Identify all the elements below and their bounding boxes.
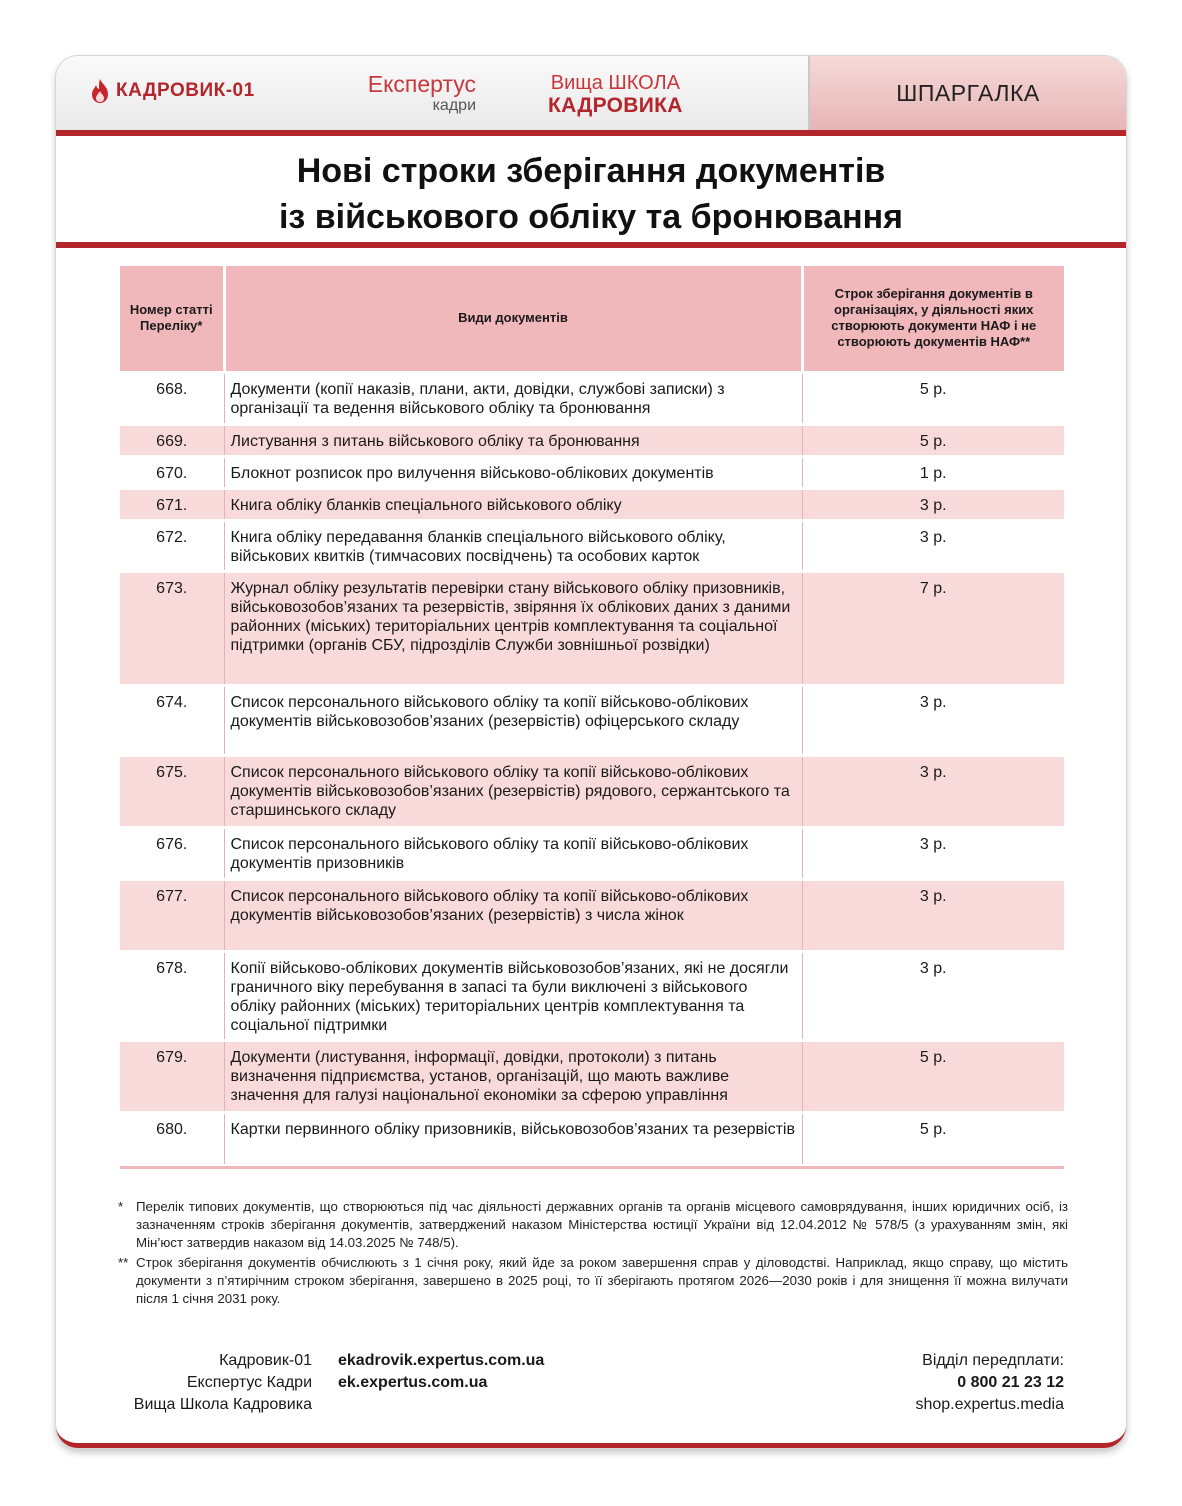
footnote-text: Перелік типових документів, що створюються під час діяльності державних органів та органів місцевого самоврядування, інших юридичних осіб, із зазначенням строків зберігання документів, затверджений наказом Міністерства юстиції України від 12.04.2012 № 578/5 (з урахуванням змін, які Мін’юст затвердив наказом від 14.03.2025 № 748/5). — [136, 1199, 1068, 1250]
footer-links — [338, 1350, 544, 1394]
school-logo-line2: КАДРОВИКА — [548, 94, 683, 117]
row-storage-term: 3 р. — [802, 755, 1064, 827]
table-row — [120, 685, 1064, 755]
table-bottom-rule — [120, 1166, 1064, 1169]
row-storage-term: 3 р. — [802, 951, 1064, 1040]
row-number: 673. — [120, 571, 224, 685]
row-storage-term: 5 р. — [802, 372, 1064, 424]
row-number: 677. — [120, 879, 224, 951]
header — [56, 56, 1126, 130]
row-number: 676. — [120, 827, 224, 879]
kadrovik-logo-text: КАДРОВИК-01 — [116, 80, 255, 101]
table-row — [120, 827, 1064, 879]
row-storage-term: 5 р. — [802, 1040, 1064, 1112]
row-storage-term: 5 р. — [802, 1112, 1064, 1164]
table-row — [120, 488, 1064, 520]
expertus-logo-line1: Експертус — [367, 71, 476, 97]
footnote — [118, 1254, 1068, 1308]
header-document-type: Види документів — [224, 266, 802, 372]
row-storage-term: 1 р. — [802, 456, 1064, 488]
row-storage-term: 5 р. — [802, 424, 1064, 456]
row-number: 669. — [120, 424, 224, 456]
row-document-type: Журнал обліку результатів перевірки стану військового обліку призовників, військовозобов’язаних та резервістів, звіряння їх облікових даних з даними районних (міських) територіальних центрів комплектування та соціальної підтримки (органів СБУ, підрозділів Служби зовнішньої розвідки) — [224, 571, 802, 685]
footer-link-ek[interactable]: ek.expertus.com.ua — [338, 1374, 488, 1391]
school-logo[interactable] — [548, 72, 683, 118]
row-storage-term: 3 р. — [802, 520, 1064, 571]
row-number: 679. — [120, 1040, 224, 1112]
expertus-logo-line2: кадри — [432, 97, 476, 114]
documents-table — [120, 266, 1064, 1164]
row-storage-term: 3 р. — [802, 827, 1064, 879]
cheat-sheet-tab: ШПАРГАЛКА — [808, 56, 1126, 130]
page-title — [56, 148, 1126, 240]
row-document-type: Документи (листування, інформації, довідки, протоколи) з питань визначення підприємства, установ, організацій, що мають важливе значення для галузі національної економіки за сферою управління — [224, 1040, 802, 1112]
row-number: 668. — [120, 372, 224, 424]
row-number: 675. — [120, 755, 224, 827]
subscription-phone[interactable]: 0 800 21 23 12 — [957, 1374, 1064, 1391]
expertus-logo[interactable] — [350, 72, 476, 116]
school-logo-line1: Вища ШКОЛА — [550, 72, 680, 94]
footnote-marker: * — [118, 1199, 124, 1214]
row-number: 674. — [120, 685, 224, 755]
row-number: 670. — [120, 456, 224, 488]
row-storage-term: 3 р. — [802, 879, 1064, 951]
row-document-type: Картки первинного обліку призовників, військовозобов’язаних та резервістів — [224, 1112, 802, 1164]
footer-brand: Кадровик-01 — [219, 1352, 312, 1369]
row-document-type: Список персонального військового обліку та копії військово-облікових документів військовозобов’язаних (резервістів) офіцерського складу — [224, 685, 802, 755]
title-line2: із військового обліку та бронювання — [278, 198, 904, 236]
footer-brand: Вища Школа Кадровика — [133, 1396, 312, 1413]
table-row — [120, 1112, 1064, 1164]
table-row — [120, 1040, 1064, 1112]
row-document-type: Список персонального військового обліку та копії військово-облікових документів військовозобов’язаних (резервістів) рядового, сержантського та старшинського складу — [224, 755, 802, 827]
kadrovik-logo[interactable] — [90, 78, 255, 104]
row-document-type: Блокнот розписок про вилучення військово-облікових документів — [224, 456, 802, 488]
table-row — [120, 424, 1064, 456]
row-number: 678. — [120, 951, 224, 1040]
cheat-sheet-card — [56, 56, 1126, 1448]
title-line1: Нові строки зберігання документів — [296, 152, 886, 190]
row-document-type: Документи (копії наказів, плани, акти, довідки, службові записки) з організації та ведення військового обліку та бронювання — [224, 372, 802, 424]
table-row — [120, 571, 1064, 685]
row-document-type: Список персонального військового обліку та копії військово-облікових документів призовників — [224, 827, 802, 879]
table-row — [120, 520, 1064, 571]
footnote — [118, 1198, 1068, 1252]
table-row — [120, 456, 1064, 488]
row-document-type: Книга обліку передавання бланків спеціального військового обліку, військових квитків (тимчасових посвідчень) та особових карток — [224, 520, 802, 571]
footer-brand: Експертус Кадри — [186, 1374, 312, 1391]
footnote-marker: ** — [118, 1255, 129, 1270]
footer-link-ekadrovik[interactable]: ekadrovik.expertus.com.ua — [338, 1352, 545, 1369]
header-divider — [56, 130, 1126, 136]
flame-icon — [90, 78, 110, 104]
footer-brands — [56, 1350, 312, 1416]
title-divider — [56, 242, 1126, 248]
header-number: Номер статті Переліку* — [120, 266, 224, 372]
row-document-type: Список персонального військового обліку та копії військово-облікових документів військовозобов’язаних (резервістів) з числа жінок — [224, 879, 802, 951]
row-storage-term: 3 р. — [802, 685, 1064, 755]
footnotes — [118, 1198, 1068, 1310]
row-document-type: Копії військово-облікових документів військовозобов’язаних, які не досягли граничного віку перебування в запасі та були виключені з військового обліку районних (міських) територіальних центрів комплектування та соціальної підтримки — [224, 951, 802, 1040]
row-number: 671. — [120, 488, 224, 520]
footnote-text: Строк зберігання документів обчислюють з 1 січня року, який йде за роком завершення справ у діловодстві. Наприклад, якщо справу, що містить документи з п’ятирічним строком зберігання, завершено в 2025 році, то її зберігають протягом 2026—2030 років і для знищення її можна вилучати після 1 січня 2031 року. — [136, 1255, 1068, 1306]
table-row — [120, 755, 1064, 827]
row-storage-term: 7 р. — [802, 571, 1064, 685]
header-storage-term: Строк зберігання документів в організаціях, у діяльності яких створюють документи НАФ і не створюють документів НАФ** — [802, 266, 1064, 372]
shop-link[interactable]: shop.expertus.media — [915, 1396, 1064, 1413]
row-document-type: Листування з питань військового обліку та бронювання — [224, 424, 802, 456]
table-row — [120, 372, 1064, 424]
footer-subscription — [915, 1350, 1064, 1416]
row-storage-term: 3 р. — [802, 488, 1064, 520]
subscription-label: Відділ передплати: — [922, 1352, 1064, 1369]
row-number: 680. — [120, 1112, 224, 1164]
row-number: 672. — [120, 520, 224, 571]
table-row — [120, 951, 1064, 1040]
table-row — [120, 879, 1064, 951]
row-document-type: Книга обліку бланків спеціального військового обліку — [224, 488, 802, 520]
